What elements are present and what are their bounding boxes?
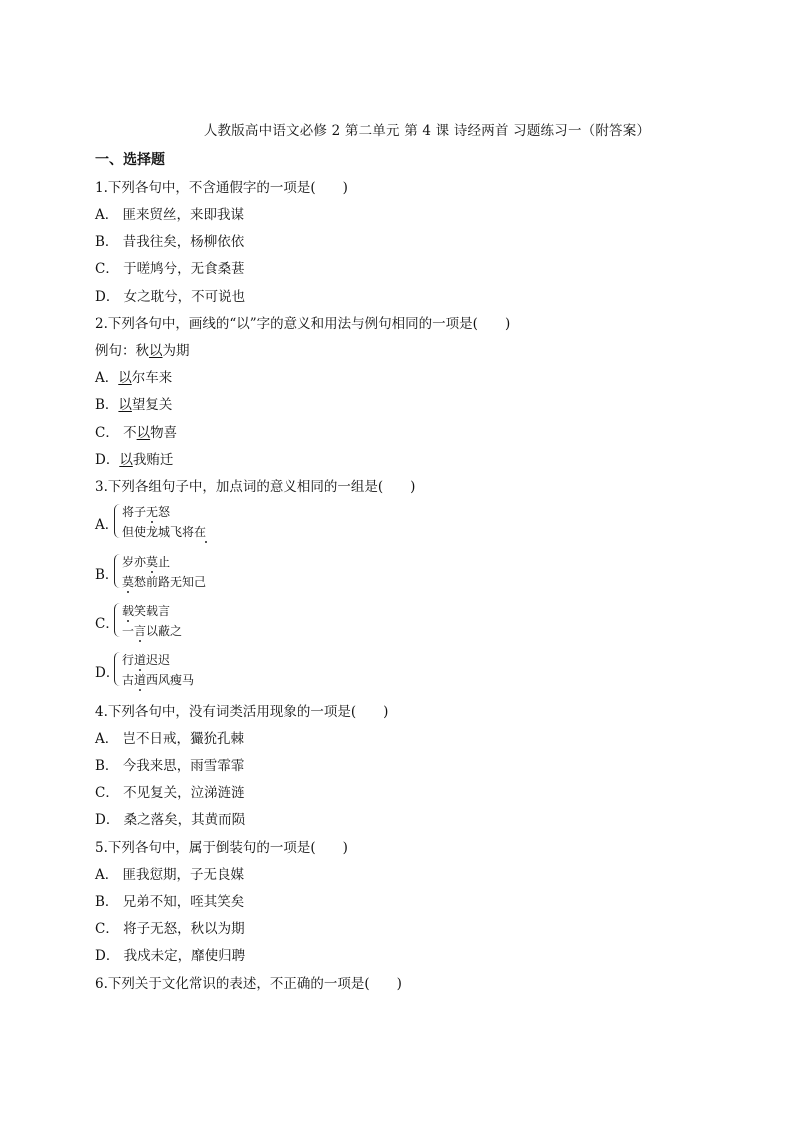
question-5-option-b: B． 兄弟不知，咥其笑矣 [95,894,245,910]
question-2-option-d [95,448,173,468]
dotted-word: 载 [122,604,135,618]
underlined-word: 以 [136,425,151,441]
brace-icon [114,554,120,588]
brace-lines [122,650,194,690]
question-6-stem: 6.下列关于文化常识的表述，不正确的一项是( ) [95,976,402,992]
example-underlined-word: 以 [149,343,163,359]
option-label: C． 不 [95,425,137,441]
question-4-option-a: A． 岂不日戒，玁狁孔棘 [95,731,245,747]
option-label: A． [95,370,119,386]
brace-line-2: 古道西风瘦马 [122,673,195,687]
option-label: A． [95,517,119,533]
question-4-option-c: C． 不见复关，泣涕涟涟 [95,785,245,801]
brace-line-2: 一言以蔽之 [122,624,183,638]
brace-lines [122,552,206,592]
brace-line-1: 载笑载言 [122,604,171,618]
brace-line-1: 岁亦莫止 [122,555,171,569]
brace-line-2: 但使龙城飞将在 [122,525,207,539]
option-label: B． [95,567,119,583]
underlined-word: 以 [118,370,132,386]
option-rest: 尔车来 [131,370,173,386]
dotted-word: 莫 [122,575,135,589]
underlined-word: 以 [118,397,132,413]
question-5-option-a: A． 匪我愆期，子无良媒 [95,867,245,883]
dotted-word: 道 [134,653,147,667]
question-3-stem: 3.下列各组句子中，加点词的意义相同的一组是( ) [95,479,416,495]
option-rest: 我贿迁 [132,452,174,468]
question-1-option-a: A． 匪来贸丝，来即我谋 [95,207,245,223]
option-label: C． [95,616,119,632]
document-title: 人教版高中语文必修 2 第二单元 第 4 课 诗经两首 习题练习一（附答案） [203,123,651,139]
question-5-option-c: C． 将子无怒，秋以为期 [95,921,245,937]
question-1-stem: 1.下列各句中，不含通假字的一项是( ) [95,180,348,196]
question-4-stem: 4.下列各句中，没有词类活用现象的一项是( ) [95,704,389,720]
brace-line-1: 行道迟迟 [122,653,171,667]
question-2-option-b [95,393,172,413]
example-prefix: 例句：秋 [95,343,149,359]
brace-line-1: 将子无怒 [122,505,171,519]
question-1-option-b: B． 昔我往矣，杨柳依依 [95,234,245,250]
question-2-example [95,339,190,359]
brace-icon [114,652,120,686]
brace-lines [122,502,206,542]
option-label: D． [95,665,120,681]
option-label: B． [95,397,119,413]
brace-line-2: 莫愁前路无知己 [122,575,207,589]
option-rest: 望复关 [131,397,173,413]
question-2-stem: 2.下列各句中，画线的“以”字的意义和用法与例句相同的一项是( ) [95,316,511,332]
option-label: D． [95,452,120,468]
example-suffix: 为期 [162,343,190,359]
question-5-option-d: D． 我戍未定，靡使归聘 [95,948,246,964]
question-4-option-d: D． 桑之落矣，其黄而陨 [95,812,246,828]
brace-icon [114,603,120,637]
brace-icon [114,504,120,538]
dotted-word: 道 [134,673,147,687]
dotted-word: 莫 [146,555,159,569]
dotted-word: 无 [146,505,159,519]
dotted-word: 言 [134,624,147,638]
brace-lines [122,601,182,641]
section-heading: 一、选择题 [95,152,165,168]
question-2-option-c [95,421,177,441]
question-1-option-c: C． 于嗟鸠兮，无食桑葚 [95,261,245,277]
option-rest: 物喜 [150,425,178,441]
question-4-option-b: B． 今我来思，雨雪霏霏 [95,758,245,774]
underlined-word: 以 [119,452,133,468]
question-5-stem: 5.下列各句中，属于倒装句的一项是( ) [95,840,348,856]
question-1-option-d: D． 女之耽兮，不可说也 [95,289,246,305]
question-2-option-a [95,366,172,386]
